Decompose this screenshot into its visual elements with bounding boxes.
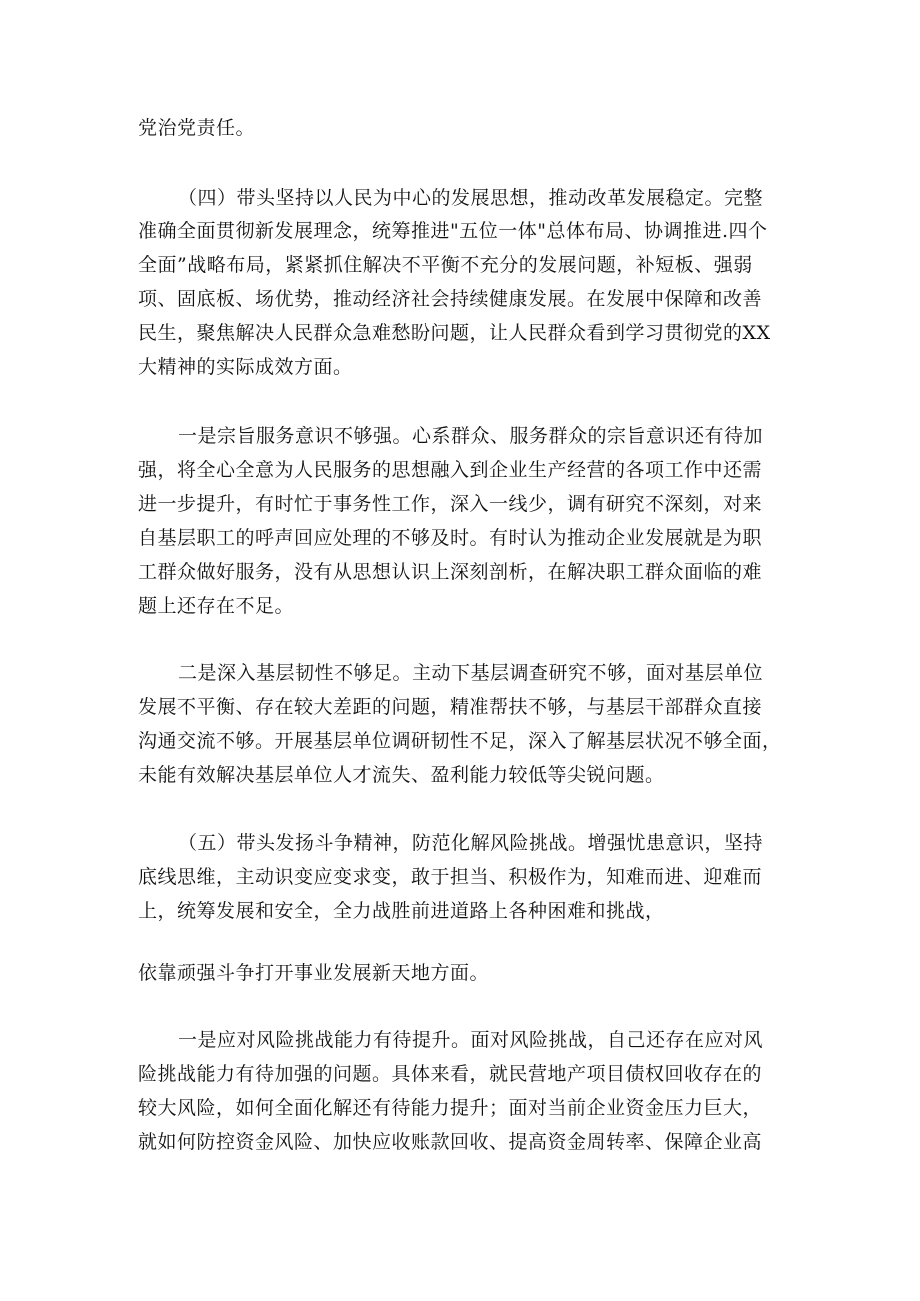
text-line: 未能有效解决基层单位人才流失、盈利能力较低等尖锐问题。 (138, 764, 665, 786)
text-line: 党治党责任。 (138, 117, 256, 139)
text-line: 民生，聚焦解决人民群众急难愁盼问题，让人民群众看到学习贯彻党的XX (138, 322, 771, 344)
text-line: 上，统筹发展和安全，全力战胜前进道路上各种困难和挑战， (138, 900, 665, 922)
text-line: 大精神的实际成效方面。 (138, 356, 353, 378)
text-line: 进一步提升，有时忙于事务性工作，深入一线少，调有研究不深刻，对来 (138, 493, 763, 515)
text-line: 准确全面贯彻新发展理念，统筹推进"五位一体"总体布局、协调推进.四个 (138, 220, 768, 242)
text-line: 发展不平衡、存在较大差距的问题，精准帮扶不够，与基层干部群众直接 (138, 696, 763, 718)
text-line: 题上还存在不足。 (138, 595, 295, 617)
text-line: 较大风险，如何全面化解还有待能力提升；面对当前企业资金压力巨大， (138, 1097, 763, 1119)
section-heading-5: （五）带头发扬斗争精神，防范化解风险挑战。增强忧患意识，坚持 (178, 832, 764, 854)
section-heading-4: （四）带头坚持以人民为中心的发展思想，推动改革发展稳定。完整 (178, 187, 764, 209)
paragraph-start: 二是深入基层韧性不够足。主动下基层调查研究不够，面对基层单位 (178, 662, 764, 684)
text-line: 项、固底板、场优势，推动经济社会持续健康发展。在发展中保障和改善 (138, 288, 763, 310)
text-line: 自基层职工的呼声回应处理的不够及时。有时认为推动企业发展就是为职 (138, 527, 763, 549)
text-line: 沟通交流不够。开展基层单位调研韧性不足，深入了解基层状况不够全面， (138, 730, 782, 752)
text-line: 强，将全心全意为人民服务的思想融入到企业生产经营的各项工作中还需 (138, 459, 763, 481)
text-line: 险挑战能力有待加强的问题。具体来看，就民营地产项目债权回收存在的 (138, 1063, 763, 1085)
text-line: 工群众做好服务，没有从思想认识上深刻剖析，在解决职工群众面临的难 (138, 561, 763, 583)
text-line: 依靠顽强斗争打开事业发展新天地方面。 (138, 962, 490, 984)
paragraph-start: 一是应对风险挑战能力有待提升。面对风险挑战，自己还存在应对风 (178, 1029, 764, 1051)
text-line: 全面”战略布局，紧紧抓住解决不平衡不充分的发展问题，补短板、强弱 (138, 254, 753, 276)
text-line: 就如何防控资金风险、加快应收账款回收、提高资金周转率、保障企业高 (138, 1131, 763, 1153)
text-line: 底线思维，主动识变应变求变，敢于担当、积极作为，知难而进、迎难而 (138, 866, 763, 888)
paragraph-start: 一是宗旨服务意识不够强。心系群众、服务群众的宗旨意识还有待加 (178, 425, 764, 447)
